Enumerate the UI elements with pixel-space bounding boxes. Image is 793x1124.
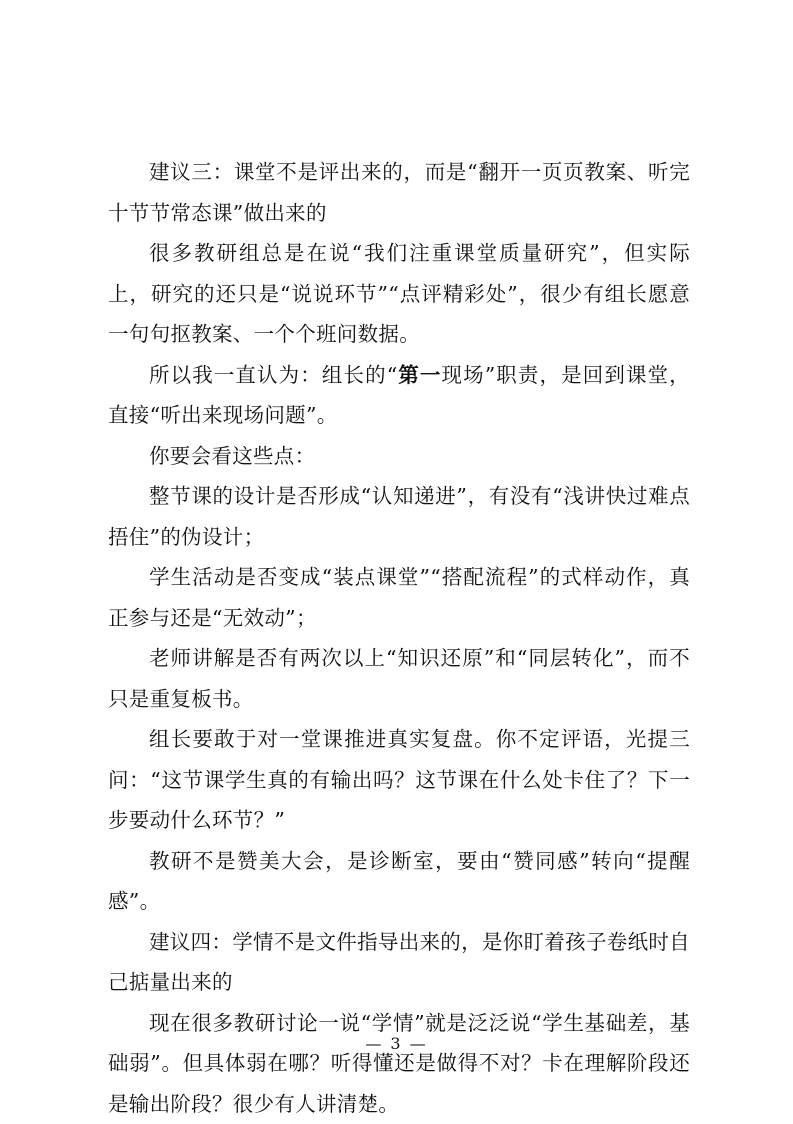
body-text bbox=[108, 152, 690, 1124]
paragraph bbox=[108, 355, 690, 436]
heading-suggestion-four: 建议四：学情不是文件指导出来的，是你盯着孩子卷纸时自己掂量出来的 bbox=[108, 922, 690, 1003]
paragraph: 你要会看这些点： bbox=[108, 436, 690, 477]
list-point: 整节课的设计是否形成“认知递进”，有没有“浅讲快过难点捂住”的伪设计； bbox=[108, 476, 690, 557]
heading-suggestion-three: 建议三：课堂不是评出来的，而是“翻开一页页教案、听完十节节常态课”做出来的 bbox=[108, 152, 690, 233]
list-point: 学生活动是否变成“装点课堂”“搭配流程”的式样动作，真正参与还是“无效动”； bbox=[108, 557, 690, 638]
paragraph: 现在很多教研讨论一说“学情”就是泛泛说“学生基础差，基础弱”。但具体弱在哪？听得懂还是做得不对？卡在理解阶段还是输出阶段？很少有人讲清楚。 bbox=[108, 1003, 690, 1124]
paragraph-text: 现场”职责，是回到课堂，直接“听出来现场问题”。 bbox=[108, 363, 690, 428]
paragraph: 很多教研组总是在说“我们注重课堂质量研究”，但实际上，研究的还只是“说说环节”“点评精彩处”，很少有组长愿意一句句抠教案、一个个班问数据。 bbox=[108, 233, 690, 355]
page-number: — 3 — bbox=[0, 1034, 793, 1054]
paragraph: 教研不是赞美大会，是诊断室，要由“赞同感”转向“提醒感”。 bbox=[108, 841, 690, 922]
paragraph-text: 所以我一直认为：组长的“ bbox=[149, 363, 397, 387]
paragraph: 组长要敢于对一堂课推进真实复盘。你不定评语，光提三问：“这节课学生真的有输出吗？这节课在什么处卡住了？下一步要动什么环节？” bbox=[108, 719, 690, 841]
list-point: 老师讲解是否有两次以上“知识还原”和“同层转化”，而不只是重复板书。 bbox=[108, 638, 690, 719]
bold-text: 第一 bbox=[397, 363, 441, 387]
